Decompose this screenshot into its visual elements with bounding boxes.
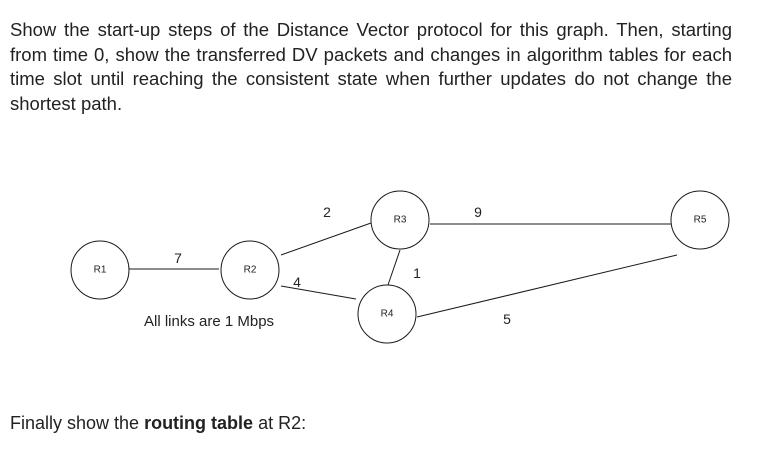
final-prefix: Finally show the bbox=[10, 413, 145, 433]
edge-r4-r5 bbox=[417, 255, 677, 317]
node-label-r1: R1 bbox=[93, 264, 107, 276]
graph-caption: All links are 1 Mbps bbox=[144, 313, 275, 330]
node-label-r4: R4 bbox=[380, 308, 394, 320]
weight-r3-r5: 9 bbox=[474, 204, 482, 220]
node-label-r5: R5 bbox=[693, 214, 707, 226]
node-label-r3: R3 bbox=[393, 214, 407, 226]
question-text: Show the start-up steps of the Distance Vector protocol for this graph. Then, starting from time 0, show the transferred DV packets and changes in algorithm tables for each time slot until reaching the consistent state when further updates do not change the shortest path. bbox=[10, 19, 732, 114]
final-instruction bbox=[10, 413, 306, 434]
weight-r2-r3: 2 bbox=[323, 204, 331, 220]
weight-r4-r5: 5 bbox=[503, 311, 511, 327]
weight-r2-r4: 4 bbox=[293, 274, 301, 290]
edge-r2-r3 bbox=[281, 223, 371, 255]
node-label-r2: R2 bbox=[243, 264, 257, 276]
weight-r1-r2: 7 bbox=[174, 250, 182, 266]
final-suffix: at R2: bbox=[253, 413, 307, 433]
weight-r3-r4: 1 bbox=[413, 265, 421, 281]
edge-r3-r4 bbox=[388, 250, 400, 285]
final-bold: routing table bbox=[144, 413, 254, 433]
